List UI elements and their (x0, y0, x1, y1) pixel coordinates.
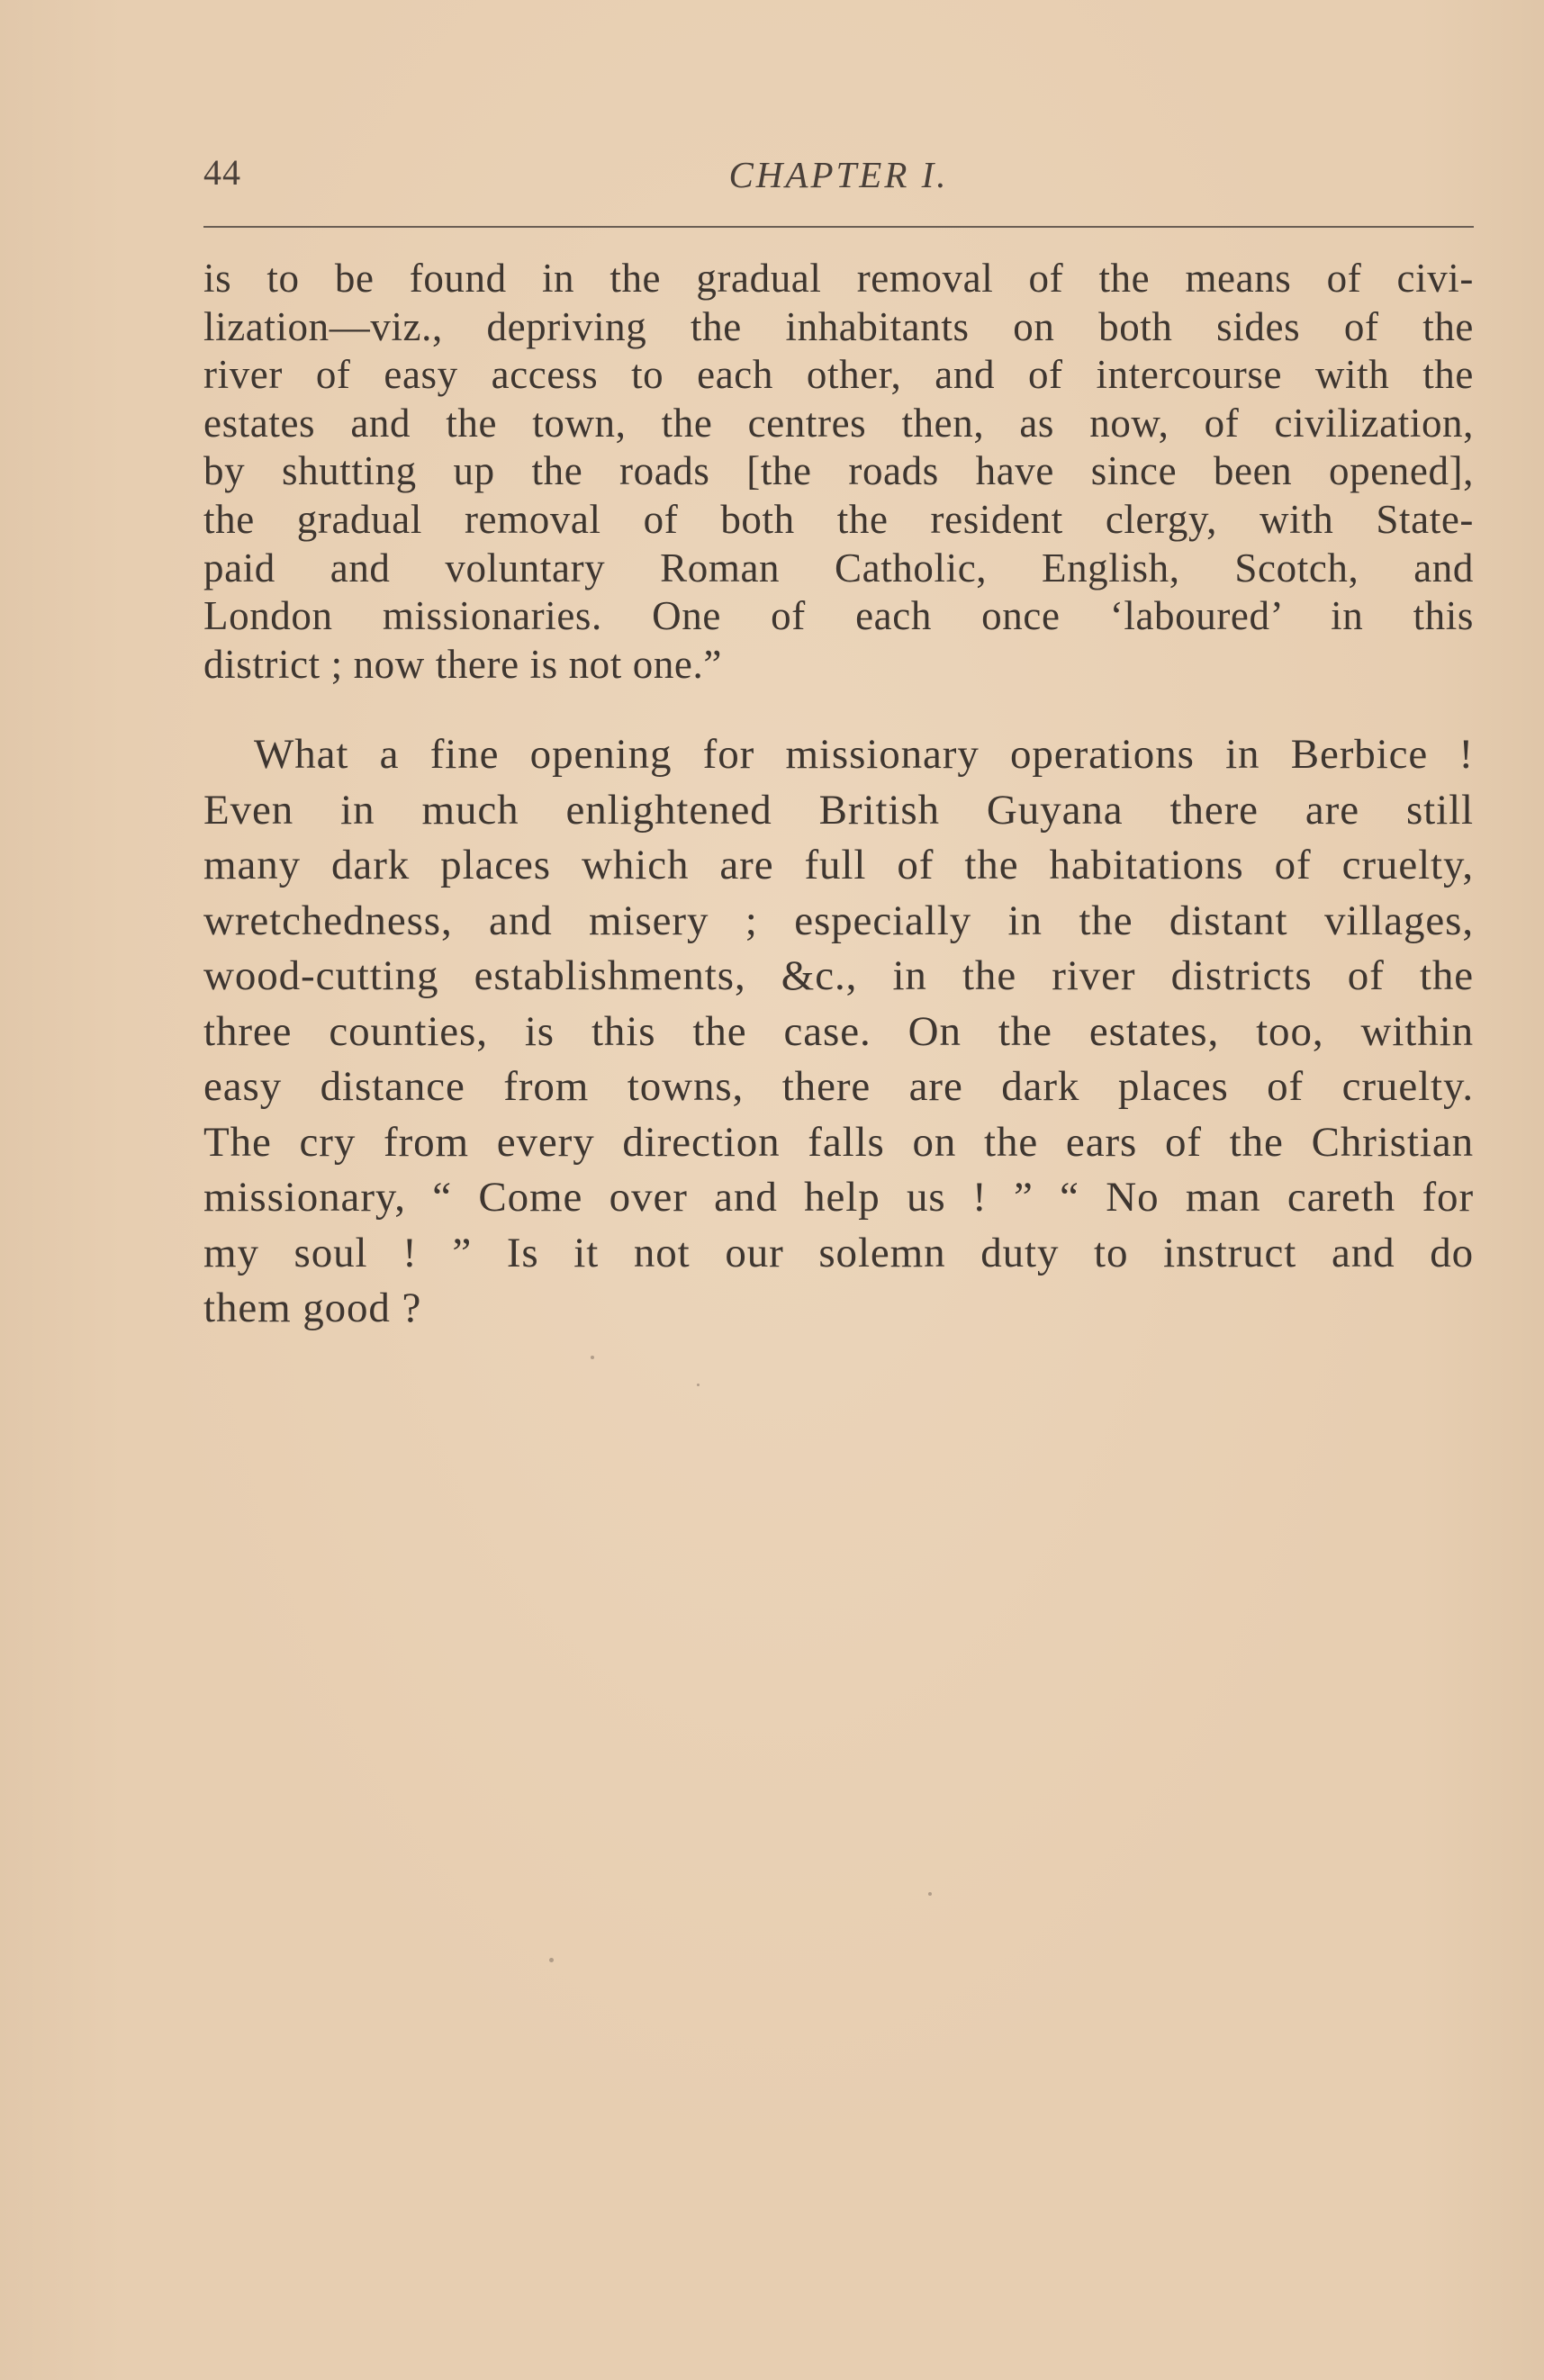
text-line: three counties, is this the case. On the estates, too, within (203, 1007, 1474, 1055)
text-line: Even in much enlightened British Guyana there are still (203, 786, 1474, 834)
text-line: What a fine opening for missionary operations in Berbice ! (254, 731, 1474, 778)
text-line: them good ? (203, 1285, 422, 1331)
text-line: lization—viz., depriving the inhabitants on both sides of the (203, 303, 1474, 349)
paper-speck (697, 1384, 700, 1386)
paper-speck (591, 1356, 594, 1359)
text-line: district ; now there is not one.” (203, 641, 722, 687)
header-rule (203, 226, 1474, 228)
text-line: the gradual removal of both the resident clergy, with State- (203, 496, 1474, 542)
text-line: wood-cutting establishments, &c., in the river districts of the (203, 952, 1474, 999)
text-line: paid and voluntary Roman Catholic, English, Scotch, and (203, 545, 1474, 590)
text-line: is to be found in the gradual removal of the means of civi- (203, 256, 1474, 301)
page-number: 44 (203, 152, 241, 193)
text-line: easy distance from towns, there are dark places of cruelty. (203, 1063, 1474, 1110)
text-line: The cry from every direction falls on the ears of the Christian (203, 1118, 1474, 1166)
paper-speck (928, 1892, 932, 1896)
text-line: wretchedness, and misery ; especially in the distant villages, (203, 897, 1474, 944)
chapter-title: CHAPTER I. (728, 154, 949, 195)
text-line: London missionaries. One of each once ‘laboured’ in this (203, 593, 1474, 639)
text-line: my soul ! ” Is it not our solemn duty to instruct and do (203, 1229, 1474, 1276)
paragraph-berbice (203, 727, 1474, 1337)
text-line: many dark places which are full of the habitations of cruelty, (203, 842, 1474, 888)
text-line: missionary, “ Come over and help us ! ” “ No man careth for (203, 1174, 1474, 1221)
running-head (203, 151, 1474, 205)
text-line: by shutting up the roads [the roads have since been opened], (203, 448, 1474, 494)
text-line: river of easy access to each other, and of intercourse with the (203, 352, 1474, 398)
text-line: estates and the town, the centres then, as now, of civilization, (203, 400, 1474, 446)
paragraph-continued (203, 255, 1474, 689)
paper-speck (549, 1958, 554, 1962)
